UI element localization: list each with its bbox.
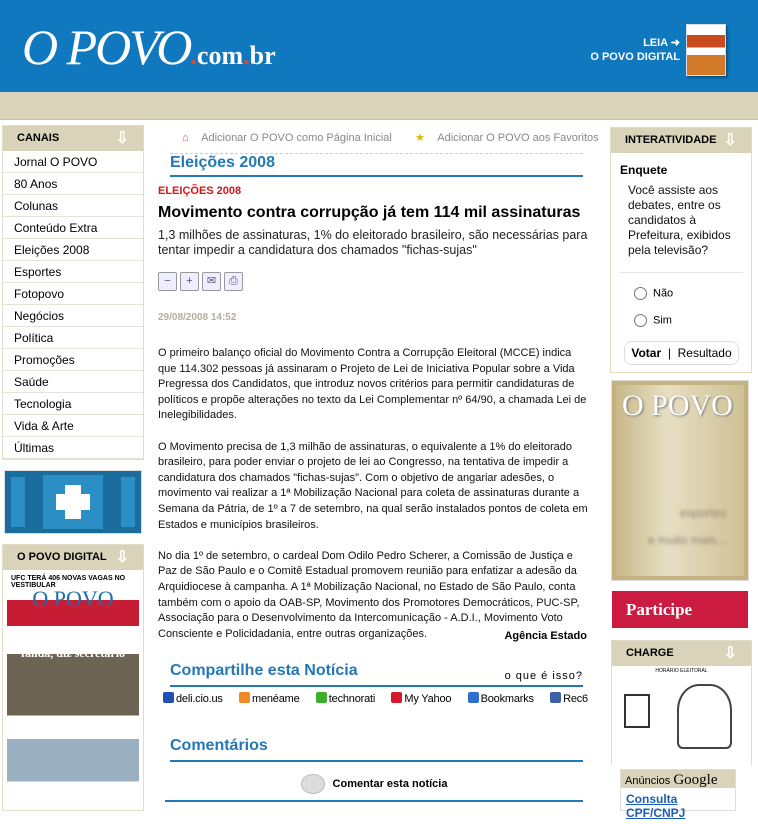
section-title: [170, 153, 583, 177]
nav-item[interactable]: Negócios: [3, 305, 143, 327]
share-link[interactable]: [316, 692, 375, 705]
vote-button[interactable]: Votar: [631, 346, 662, 360]
add-homepage-link[interactable]: [182, 132, 402, 144]
opovo-digital-box: [2, 544, 144, 811]
poll-question: Você assiste aos debates, entre os candidatos à Prefeitura, exibidos pela televisão?: [620, 183, 743, 273]
nav-item[interactable]: 80 Anos: [3, 173, 143, 195]
poll-actions: [624, 341, 739, 365]
nav-item[interactable]: Colunas: [3, 195, 143, 217]
cartoon-image[interactable]: [612, 666, 751, 766]
newspaper-cover[interactable]: [7, 574, 139, 810]
article-date: 29/08/2008 14:52: [158, 312, 237, 323]
nav-item[interactable]: Fotopovo: [3, 283, 143, 305]
share-header: [170, 662, 583, 687]
logo-dot: .: [243, 41, 250, 70]
digital-cover-thumbnail[interactable]: [686, 24, 726, 76]
opovo-digital-header[interactable]: [3, 545, 143, 570]
zoom-out-icon[interactable]: −: [158, 272, 177, 291]
interatividade-box: [610, 127, 752, 373]
arrow-right-icon: ➜: [670, 37, 680, 49]
digital-text: O POVO DIGITAL: [590, 51, 680, 63]
opovo-ad-banner[interactable]: [612, 381, 748, 580]
nav-item[interactable]: Jornal O POVO: [3, 151, 143, 173]
comments-header: [170, 737, 583, 762]
plus-icon: [5, 471, 141, 533]
nav-item[interactable]: Esportes: [3, 261, 143, 283]
arrow-down-icon: ⇩: [115, 549, 129, 566]
arrow-down-icon: ⇩: [115, 130, 129, 147]
google-ads: [620, 769, 736, 820]
share-title: Compartilhe esta Notícia: [170, 662, 358, 679]
charge-title: CHARGE: [626, 647, 674, 659]
comments-title: Comentários: [170, 737, 268, 754]
add-favorites-link[interactable]: [415, 132, 609, 144]
speech-bubble-icon: [301, 774, 325, 794]
nav-item[interactable]: Promoções: [3, 349, 143, 371]
nav-item[interactable]: Vida & Arte: [3, 415, 143, 437]
radio-nao[interactable]: [634, 287, 647, 300]
participe-banner[interactable]: [612, 591, 748, 628]
poll-option-nao[interactable]: [634, 287, 743, 300]
share-label: Bookmarks: [480, 693, 534, 705]
logo-dot: .: [190, 41, 197, 70]
nav-item[interactable]: Política: [3, 327, 143, 349]
canais-header[interactable]: [3, 126, 143, 151]
participe-label: Participe: [626, 600, 693, 619]
share-label: menéame: [252, 693, 300, 705]
share-links: [163, 692, 588, 705]
ad-line: esportes: [679, 506, 726, 520]
charge-header[interactable]: [612, 641, 751, 666]
opovo-digital-title: O POVO DIGITAL: [17, 551, 107, 563]
what-is-this-link[interactable]: o que é isso?: [504, 670, 583, 682]
radio-sim[interactable]: [634, 314, 647, 327]
poll-title: Enquete: [620, 163, 668, 177]
comment-label: Comentar esta notícia: [332, 778, 448, 790]
share-link[interactable]: [468, 692, 534, 705]
article-headline: Movimento contra corrupção já tem 114 mil assinaturas: [158, 204, 581, 221]
paragraph: O Movimento precisa de 1,3 milhão de assinaturas, o equivalente a 1% do eleitorado brasileiro, para poder enviar o projeto de lei ao Congresso, na tentativa de impedir a candidatura dos chamados "fichas-sujas". Com o objetivo de angariar adesões, o movimento vai realizar a 1ª Mobilização Nacional para coleta de assinaturas durante a Semana da Pátria, de 1º a 7 de setembro, na qual serão instalados pontos de coleta em Estados e municípios brasileiros.: [158, 440, 588, 531]
arrow-down-icon: ⇩: [723, 645, 737, 662]
share-link[interactable]: [239, 692, 300, 705]
read-digital-link[interactable]: [590, 36, 680, 64]
arrow-down-icon: ⇩: [723, 132, 737, 149]
google-logo: Google: [673, 772, 718, 788]
article-body: [158, 346, 588, 658]
logo-br: br: [249, 41, 276, 70]
charge-box: [611, 640, 752, 765]
share-service-icon: [550, 692, 561, 703]
star-icon: ★: [414, 132, 425, 144]
result-link[interactable]: Resultado: [677, 346, 732, 360]
ad-link[interactable]: Consulta CPF/CNPJ: [626, 792, 686, 820]
share-label: technorati: [328, 693, 376, 705]
option-label: Não: [653, 287, 674, 300]
nav-item[interactable]: Saúde: [3, 371, 143, 393]
cover-headline: A Polícia Civil está falida, diz secretário: [20, 633, 126, 660]
logo-com: com: [196, 41, 244, 70]
article-kicker: ELEIÇÕES 2008: [158, 185, 242, 197]
share-label: My Yahoo: [404, 693, 452, 705]
separator: |: [667, 346, 671, 360]
cartoon-caption: HORÁRIO ELEITORAL: [655, 668, 708, 674]
paragraph: No dia 1º de setembro, o cardeal Dom Odilo Pedro Scherer, a Comissão de Justiça e Paz de São Paulo e o Comitê Estadual promovem reunião para enfatizar a adesão da Arquidiocese à campanha. A 1ª Mobilização Nacional, no Estado de São Paulo, conta também com o apoio da OAB-SP, Movimento dos Promotores Democráticos, PUC-SP, Associação para o Desenvolvimento da Intercomunicação - A.D.I., Movimento Voto Consciente e Policidadania, entre outras organizações.: [158, 549, 580, 640]
ad-line: e muito mais...: [647, 533, 726, 547]
nav-item[interactable]: Conteúdo Extra: [3, 217, 143, 239]
site-logo[interactable]: [22, 18, 276, 76]
link-label: Adicionar O POVO como Página Inicial: [201, 132, 392, 144]
share-service-icon: [391, 692, 402, 703]
logo-text: O POVO: [22, 19, 191, 75]
home-icon: ⌂: [182, 132, 189, 144]
share-service-icon: [468, 692, 479, 703]
article-source: Agência Estado: [504, 630, 587, 642]
article-tools: [158, 272, 246, 291]
article-subtitle: 1,3 milhões de assinaturas, 1% do eleitorado brasileiro, são necessárias para tentar impedir a candidatura dos chamados "fichas-sujas": [158, 228, 588, 257]
nav-item[interactable]: Últimas: [3, 437, 143, 459]
email-icon[interactable]: ✉: [202, 272, 221, 291]
share-label: Rec6: [563, 693, 588, 705]
share-service-icon: [239, 692, 250, 703]
nav-band: [0, 92, 758, 120]
share-link[interactable]: [163, 692, 223, 705]
zoom-in-icon[interactable]: +: [180, 272, 199, 291]
paragraph: O primeiro balanço oficial do Movimento Contra a Corrupção Eleitoral (MCCE) indica que 114.302 pessoas já assinaram o Projeto de Lei de Iniciativa Popular sobre a Vida Pregressa dos Candidatos, que introduz novos critérios para permitir candidaturas de políticos e propõe alterações no texto da Lei Complementar nº 64/90, a chamada Lei de Inelegibilidades.: [158, 347, 587, 422]
section-label: Eleições 2008: [170, 154, 275, 171]
option-label: Sim: [653, 314, 672, 327]
poll: [611, 153, 751, 365]
share-link[interactable]: [391, 692, 451, 705]
leia-text: LEIA: [643, 37, 668, 49]
poll-option-sim[interactable]: [634, 314, 743, 327]
canais-title: CANAIS: [17, 132, 60, 144]
ads-label: Anúncios: [625, 775, 671, 787]
print-icon[interactable]: ⎙: [224, 272, 243, 291]
nav-item[interactable]: Eleições 2008: [3, 239, 143, 261]
cover-strap: UFC TERÁ 406 NOVAS VAGAS NO VESTIBULAR: [11, 575, 126, 589]
interatividade-title: INTERATIVIDADE: [625, 134, 717, 146]
cover-title: O POVO: [32, 586, 114, 611]
share-service-icon: [316, 692, 327, 703]
link-label: Adicionar O POVO aos Favoritos: [437, 132, 599, 144]
share-link[interactable]: [550, 692, 588, 705]
plus-banner[interactable]: [4, 470, 142, 534]
share-label: deli.cio.us: [176, 693, 223, 705]
ad-title: O POVO: [622, 389, 733, 422]
nav-item[interactable]: Tecnologia: [3, 393, 143, 415]
site-header: [0, 0, 758, 92]
canais-box: [2, 125, 144, 460]
share-service-icon: [163, 692, 174, 703]
comment-button[interactable]: [165, 768, 583, 802]
interatividade-header[interactable]: [611, 128, 751, 153]
